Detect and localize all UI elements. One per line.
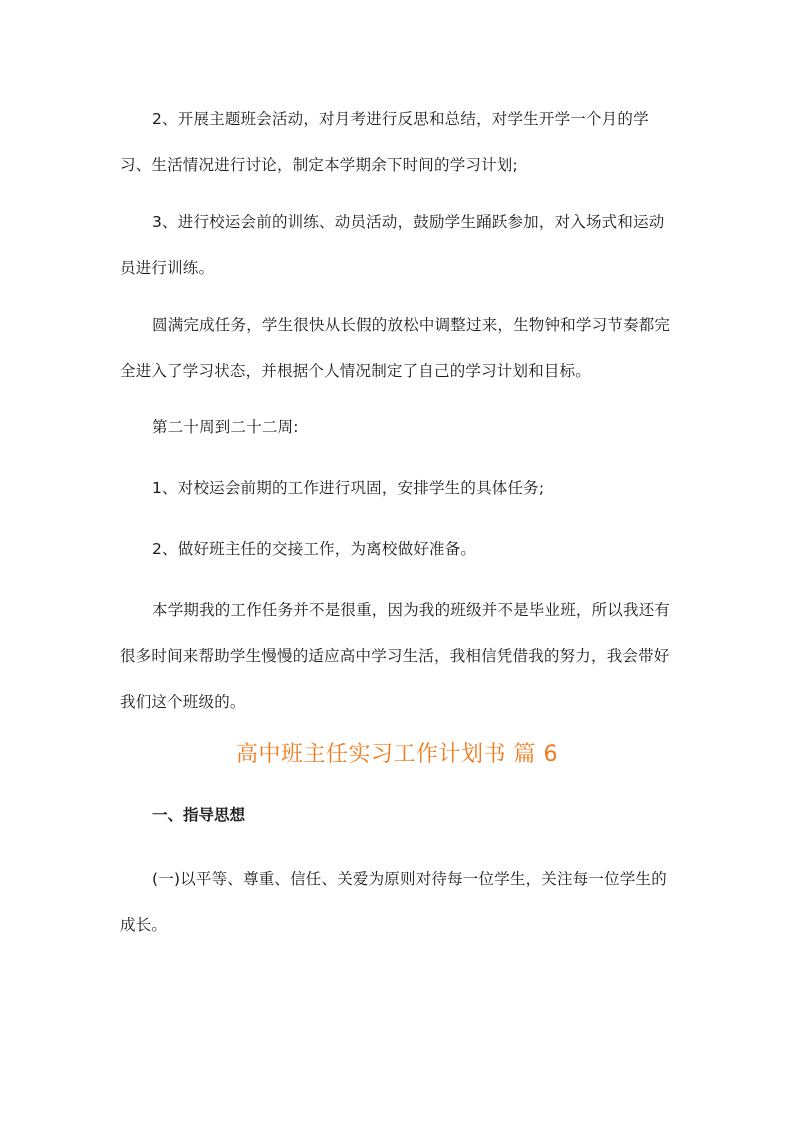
section-title: 高中班主任实习工作计划书 篇 6 <box>236 742 558 767</box>
paragraph-sports-training: 3、进行校运会前的训练、动员活动，鼓励学生踊跃参加，对入场式和运动员进行训练。 <box>120 213 665 277</box>
paragraph-theme-class-meeting: 2、开展主题班会活动，对月考进行反思和总结，对学生开学一个月的学习、生活情况进行讨论，制定本学期余下时间的学习计划; <box>120 110 649 174</box>
subheading-guiding-ideology: 一、指导思想 <box>152 806 246 824</box>
paragraph-consolidate-work: 1、对校运会前期的工作进行巩固，安排学生的具体任务; <box>152 479 545 497</box>
paragraph-semester-summary: 本学期我的工作任务并不是很重，因为我的班级并不是毕业班，所以我还有很多时间来帮助学生慢慢的适应高中学习生活，我相信凭借我的努力，我会带好我们这个班级的。 <box>120 601 671 711</box>
paragraph-handover: 2、做好班主任的交接工作，为离校做好准备。 <box>152 540 477 558</box>
paragraph-task-completed: 圆满完成任务，学生很快从长假的放松中调整过来，生物钟和学习节奏都完全进入了学习状态，并根据个人情况制定了自己的学习计划和目标。 <box>120 316 671 380</box>
paragraph-principles: (一)以平等、尊重、信任、关爱为原则对待每一位学生，关注每一位学生的成长。 <box>120 870 667 934</box>
paragraph-week-range: 第二十周到二十二周: <box>152 418 299 436</box>
